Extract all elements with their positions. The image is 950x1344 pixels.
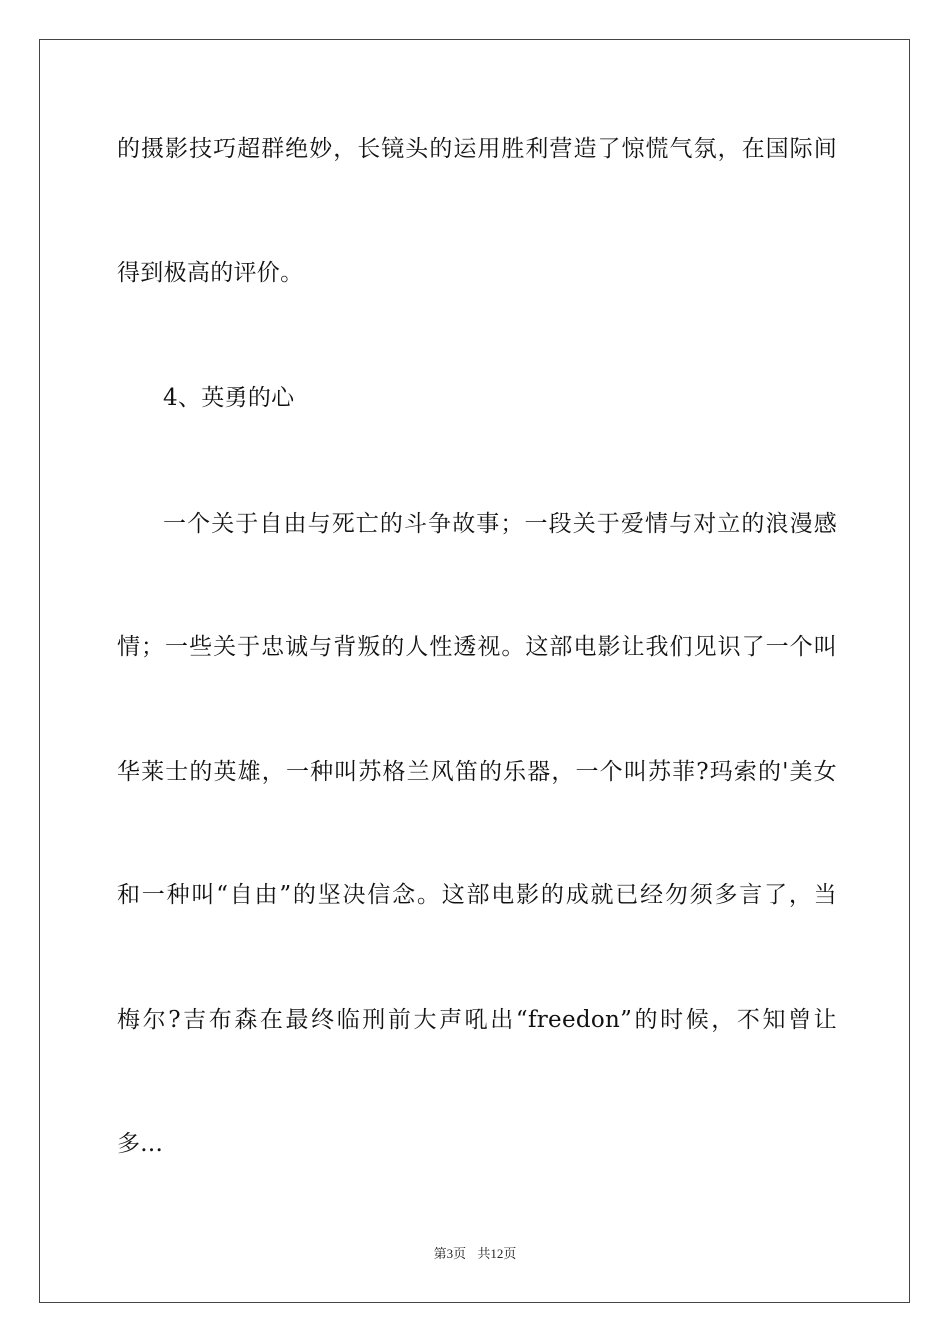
paragraph-line-7: 梅尔?吉布森在最终临刑前大声吼出“freedon”的时候，不知曾让 xyxy=(117,1007,837,1033)
paragraph-line-3: 一个关于自由与死亡的斗争故事；一段关于爱情与对立的浪漫感 xyxy=(163,511,837,537)
page-number: 第3页 xyxy=(433,1246,467,1261)
paragraph-line-6: 和一种叫“自由”的坚决信念。这部电影的成就已经勿须多言了，当 xyxy=(117,882,837,908)
page-total: 共12页 xyxy=(477,1246,517,1261)
page-border xyxy=(39,39,910,1303)
page-footer xyxy=(0,1245,950,1263)
paragraph-line-8: 多... xyxy=(117,1131,164,1157)
paragraph-line-5: 华莱士的英雄，一种叫苏格兰风笛的乐器，一个叫苏菲?玛索的'美女 xyxy=(117,759,837,785)
paragraph-line-2: 得到极高的评价。 xyxy=(117,260,304,286)
section-heading: 4、英勇的心 xyxy=(163,385,295,411)
paragraph-line-1: 的摄影技巧超群绝妙，长镜头的运用胜利营造了惊慌气氛，在国际间 xyxy=(117,136,837,162)
paragraph-line-4: 情；一些关于忠诚与背叛的人性透视。这部电影让我们见识了一个叫 xyxy=(117,634,837,660)
